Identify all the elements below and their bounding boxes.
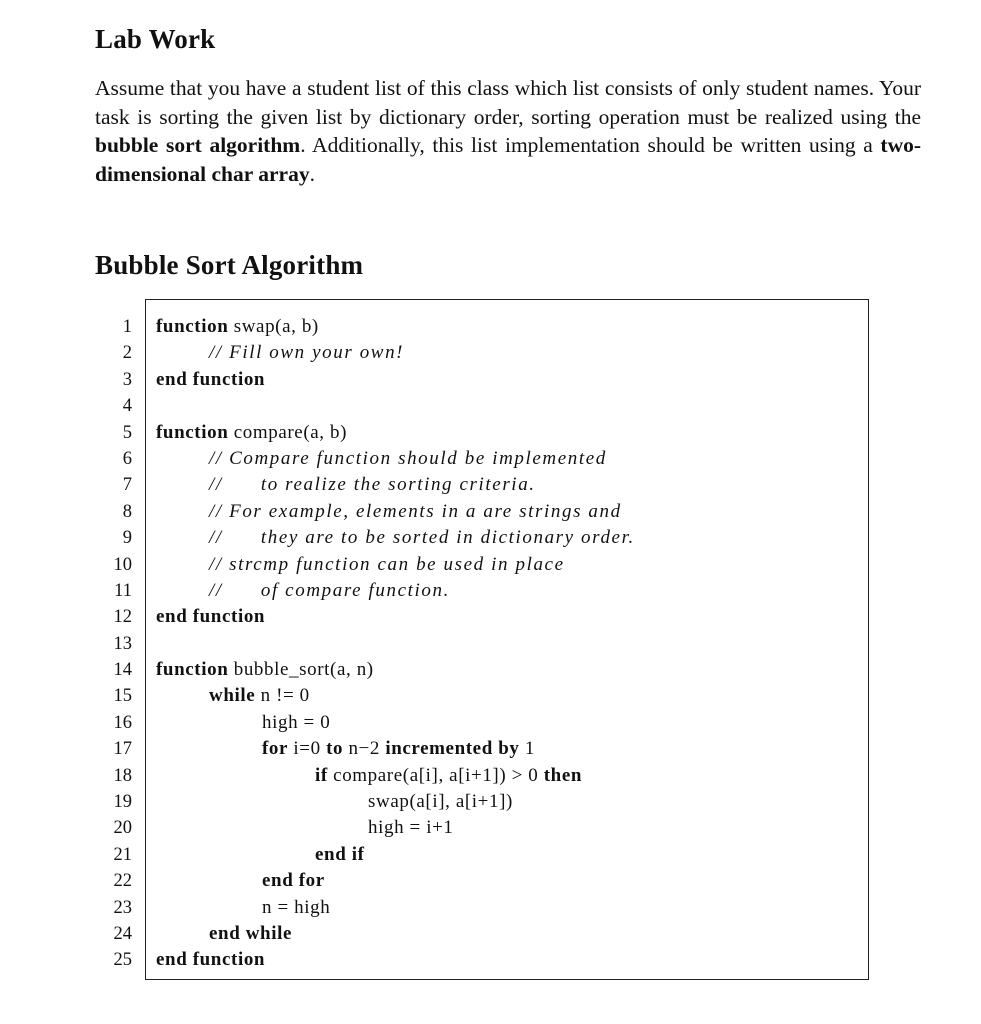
line-number: 2 (122, 343, 132, 364)
lab-description (95, 74, 921, 188)
line-number: 17 (113, 739, 132, 760)
line-number-gutter (100, 314, 132, 974)
line-number: 23 (113, 897, 132, 918)
code-listing (156, 314, 866, 974)
code-keyword: end function (156, 606, 266, 628)
code-keyword: function (156, 659, 229, 681)
code-line (156, 815, 866, 841)
line-number: 22 (113, 871, 132, 892)
code-keyword: end for (262, 870, 325, 892)
code-keyword: for (262, 738, 289, 760)
code-comment: // Compare function should be implemented (209, 447, 607, 469)
line-number: 10 (113, 554, 132, 575)
code-line (156, 472, 866, 498)
line-number: 16 (113, 712, 132, 733)
line-number: 4 (122, 396, 132, 417)
code-keyword: incremented by (385, 738, 520, 760)
line-number: 5 (122, 422, 132, 443)
code-line (156, 895, 866, 921)
code-line (156, 842, 866, 868)
line-number: 7 (122, 475, 132, 496)
line-number: 14 (113, 660, 132, 681)
code-keyword: end function (156, 949, 266, 971)
line-number: 25 (113, 950, 132, 971)
code-line (156, 393, 866, 419)
code-line (156, 552, 866, 578)
line-number: 20 (113, 818, 132, 839)
line-number: 8 (122, 501, 132, 522)
code-keyword: to (326, 738, 344, 760)
code-comment: // of compare function. (209, 579, 450, 601)
line-number: 18 (113, 765, 132, 786)
code-line (156, 763, 866, 789)
code-line (156, 868, 866, 894)
line-number: 1 (122, 317, 132, 337)
para-text-2: . Additionally, this list implementation should be written using a (300, 133, 881, 158)
code-line (156, 736, 866, 762)
code-comment: // For example, elements in a are strings and (209, 500, 622, 522)
code-text: n−2 (343, 738, 386, 760)
code-keyword: end while (209, 922, 292, 944)
code-line (156, 657, 866, 683)
code-text: bubble_sort(a, n) (228, 659, 374, 681)
bubble-sort-heading: Bubble Sort Algorithm (95, 250, 364, 280)
code-text: high = 0 (262, 711, 331, 733)
code-keyword: function (156, 421, 229, 443)
code-keyword: end function (156, 368, 266, 390)
code-text: i=0 (288, 738, 327, 760)
code-line (156, 340, 866, 366)
code-text: swap(a[i], a[i+1]) (368, 791, 513, 813)
code-line (156, 631, 866, 657)
code-keyword: then (543, 764, 583, 786)
line-number: 11 (114, 580, 132, 601)
line-number: 13 (113, 633, 132, 654)
code-text: 1 (519, 738, 535, 760)
code-line (156, 921, 866, 947)
line-number: 9 (122, 528, 132, 549)
line-number: 21 (113, 844, 132, 865)
code-comment: // to realize the sorting criteria. (209, 474, 536, 496)
code-text: n != 0 (255, 685, 310, 707)
code-line (156, 499, 866, 525)
code-line (156, 367, 866, 393)
code-line (156, 420, 866, 446)
line-number: 24 (113, 923, 132, 944)
code-text: n = high (262, 896, 331, 918)
code-line (156, 578, 866, 604)
code-keyword: while (209, 685, 256, 707)
code-keyword: end if (315, 843, 365, 865)
line-number: 3 (122, 369, 132, 390)
code-comment: // strcmp function can be used in place (209, 553, 565, 575)
code-keyword: if (315, 764, 328, 786)
line-number: 12 (113, 607, 132, 628)
code-text: compare(a, b) (228, 421, 348, 443)
code-comment: // Fill own your own! (209, 342, 405, 364)
code-line (156, 710, 866, 736)
code-keyword: function (156, 316, 229, 337)
line-number: 19 (113, 792, 132, 813)
code-line (156, 446, 866, 472)
code-comment: // they are to be sorted in dictionary order. (209, 527, 635, 549)
code-line (156, 314, 866, 340)
lab-work-heading: Lab Work (95, 24, 216, 54)
line-number: 15 (113, 686, 132, 707)
para-bold-bubble-sort: bubble sort algorithm (95, 133, 301, 158)
code-text: high = i+1 (368, 817, 454, 839)
code-text: compare(a[i], a[i+1]) > 0 (327, 764, 544, 786)
para-text-3: . (309, 161, 315, 186)
para-text-1: Assume that you have a student list of this class which list consists of only student names. Your task is sorting the given list by dictionary order, sorting operation must be realized using the (95, 76, 921, 129)
code-line (156, 604, 866, 630)
code-line (156, 683, 866, 709)
para-bold-char-array: two-dimensional char array (95, 133, 922, 186)
code-line (156, 789, 866, 815)
line-number: 6 (122, 448, 132, 469)
code-text: swap(a, b) (228, 316, 319, 337)
code-line (156, 525, 866, 551)
code-line (156, 947, 866, 973)
